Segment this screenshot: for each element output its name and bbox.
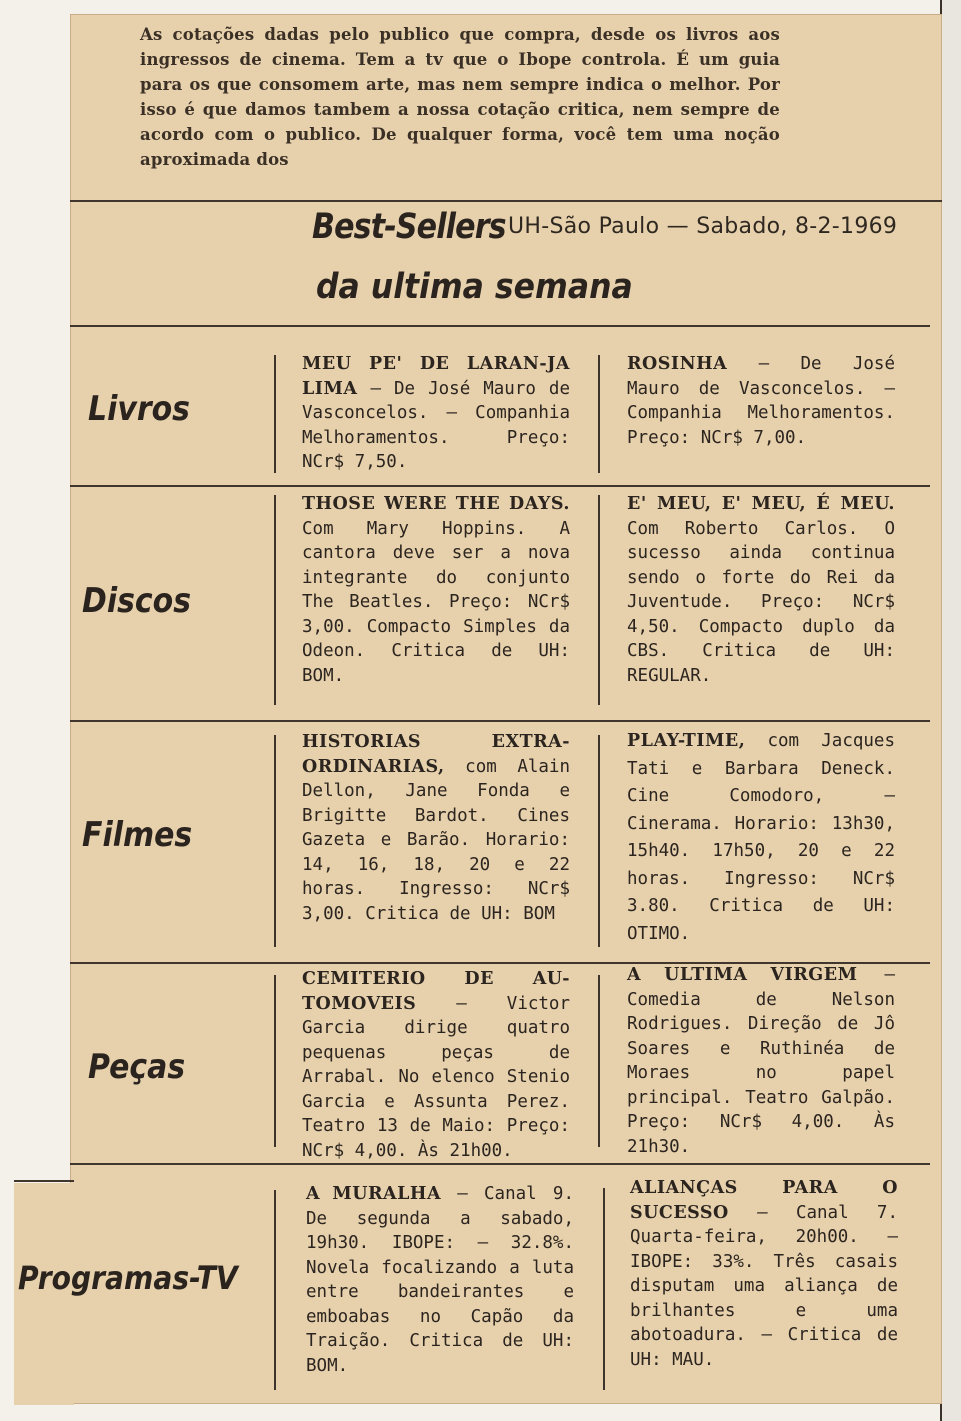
entry-title: A MURALHA bbox=[306, 1184, 442, 1204]
header-top-rule bbox=[70, 200, 942, 202]
category-livros: Livros bbox=[88, 389, 190, 429]
entry-text: — Canal 7. Quarta-feira, 20h00. — IBOPE: 33%. Três casais disputam uma aliança de brilhantes e uma abotoadura. — Critica de UH: MAU. bbox=[630, 1202, 898, 1370]
column-divider-left bbox=[274, 495, 276, 705]
entry-text: — Comedia de Nelson Rodrigues. Direção de Jô Soares e Ruthinéa de Moraes no papel principal. Teatro Galpão. Preço: NCr$ 4,00. Às 21h30. bbox=[627, 965, 895, 1157]
entry-title: PLAY-TIME, bbox=[627, 731, 746, 751]
category-pecas: Peças bbox=[88, 1047, 186, 1087]
section-rule bbox=[70, 1163, 930, 1165]
entry-title: HISTORIAS EXTRA-ORDINARIAS, bbox=[302, 732, 570, 777]
category-filmes: Filmes bbox=[82, 815, 193, 855]
entry-livros-right bbox=[627, 352, 895, 450]
entry-text: Com Roberto Carlos. O sucesso ainda continua sendo o forte do Rei da Juventude. Preço: NCr$ 4,50. Compacto duplo da CBS. Critica de UH: REGULAR. bbox=[627, 518, 895, 686]
category-programas-tv: Programas-TV bbox=[18, 1259, 238, 1297]
entry-title: CEMITERIO DE AU-TOMOVEIS bbox=[302, 969, 570, 1014]
backing-paper bbox=[940, 0, 961, 1421]
entry-text: — Canal 9. De segunda a sabado, 19h30. IBOPE: — 32.8%. Novela focalizando a luta entre bandeirantes e emboabas no Capão da Traição. Critica de UH: BOM. bbox=[306, 1184, 574, 1376]
section-rule bbox=[70, 485, 930, 487]
entry-title: ROSINHA bbox=[627, 354, 728, 374]
column-divider-left bbox=[274, 355, 276, 473]
entry-discos-right bbox=[627, 492, 895, 688]
column-divider-right bbox=[598, 735, 600, 947]
page-title: Best-Sellers bbox=[312, 207, 506, 247]
section-rule-tab bbox=[14, 1180, 74, 1182]
entry-filmes-right bbox=[627, 728, 895, 948]
column-divider-right bbox=[598, 495, 600, 705]
entry-title: THOSE WERE THE DAYS. bbox=[302, 494, 570, 514]
column-divider-right bbox=[598, 975, 600, 1147]
intro-paragraph: As cotações dadas pelo publico que compra, desde os livros aos ingressos de cinema. Tem a tv que o Ibope controla. É um guia para os que consomem arte, mas nem sempre indica o melhor. Por isso é que damos tambem a nossa cotação critica, nem sempre de acordo com o publico. De qualquer forma, você tem uma noção aproximada dos bbox=[140, 25, 780, 169]
entry-text: com Alain Dellon, Jane Fonda e Brigitte Bardot. Cines Gazeta e Barão. Horario: 14, 16, 18, 20 e 22 horas. Ingresso: NCr$ 3,00. Critica de UH: BOM bbox=[302, 756, 570, 924]
entry-programas-left bbox=[306, 1182, 574, 1378]
entry-text: com Jacques Tati e Barbara Deneck. Cine Comodoro, — Cinerama. Horario: 13h30, 15h40. 17h50, 20 e 22 horas. Ingresso: NCr$ 3.80. Critica de UH: OTIMO. bbox=[627, 731, 895, 944]
entry-title: MEU PE' DE LARAN-JA LIMA bbox=[302, 354, 570, 399]
entry-title: A ULTIMA VIRGEM bbox=[627, 965, 858, 985]
header-bottom-rule bbox=[70, 325, 930, 327]
entry-text: — Victor Garcia dirige quatro pequenas peças de Arrabal. No elenco Stenio Garcia e Assunta Perez. Teatro 13 de Maio: Preço: NCr$ 4,00. Às 21h00. bbox=[302, 993, 570, 1161]
dateline: UH-São Paulo — Sabado, 8-2-1969 bbox=[508, 214, 898, 239]
entry-text: Com Mary Hoppins. A cantora deve ser a nova integrante do conjunto The Beatles. Preço: NCr$ 3,00. Compacto Simples da Odeon. Critica de UH: BOM. bbox=[302, 518, 570, 686]
category-discos: Discos bbox=[82, 581, 192, 621]
entry-pecas-left bbox=[302, 967, 570, 1163]
entry-text: — De José Mauro de Vasconcelos. — Companhia Melhoramentos. Preço: NCr$ 7,50. bbox=[302, 378, 570, 472]
entry-title: ALIANÇAS PARA O SUCESSO bbox=[630, 1178, 898, 1223]
entry-title: E' MEU, E' MEU, É MEU. bbox=[627, 494, 895, 514]
column-divider-left bbox=[274, 975, 276, 1147]
entry-text: — De José Mauro de Vasconcelos. — Companhia Melhoramentos. Preço: NCr$ 7,00. bbox=[627, 354, 895, 448]
column-divider-right bbox=[603, 1188, 605, 1390]
column-divider-left bbox=[274, 1190, 276, 1390]
entry-pecas-right bbox=[627, 963, 895, 1159]
column-divider-right bbox=[598, 355, 600, 473]
column-divider-left bbox=[274, 735, 276, 947]
page-subtitle: da ultima semana bbox=[316, 267, 633, 307]
entry-livros-left bbox=[302, 352, 570, 475]
entry-discos-left bbox=[302, 492, 570, 688]
entry-filmes-left bbox=[302, 730, 570, 926]
entry-programas-right bbox=[630, 1176, 898, 1372]
section-rule bbox=[70, 720, 930, 722]
